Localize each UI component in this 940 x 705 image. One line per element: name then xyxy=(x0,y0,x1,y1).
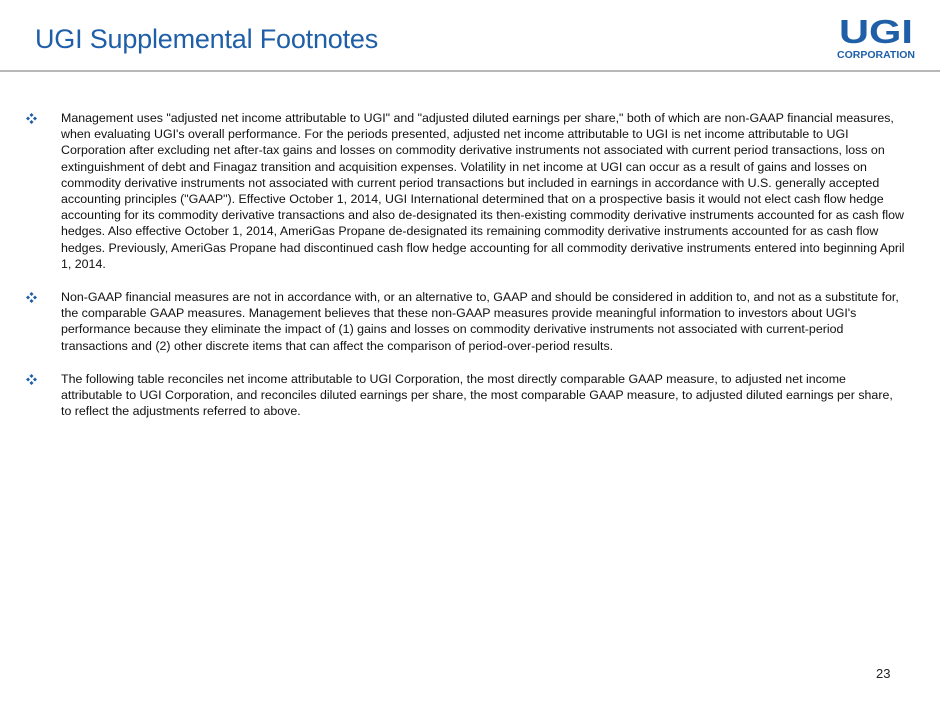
page-title: UGI Supplemental Footnotes xyxy=(35,24,378,54)
logo-wordmark: UGI xyxy=(839,13,913,50)
footnote-list xyxy=(26,110,906,436)
ugi-corporation-logo xyxy=(836,13,916,61)
list-item xyxy=(26,371,906,420)
page-number: 23 xyxy=(876,666,891,681)
footnote-text: Management uses "adjusted net income attributable to UGI" and "adjusted diluted earnings per share," both of which are non-GAAP financial measures, when evaluating UGI's overall performance. For the periods presented, adjusted net income attributable to UGI is net income attributable to UGI Corporation after excluding net after-tax gains and losses on commodity derivative instruments not associated with current period transactions, loss on extinguishment of debt and Finagaz transition and acquisition expenses. Volatility in net income at UGI can occur as a result of gains and losses on commodity derivative instruments not associated with current period transactions but included in earnings in accordance with U.S. generally accepted accounting principles ("GAAP"). Effective October 1, 2014, UGI International determined that on a prospective basis it would not elect cash flow hedge accounting for its commodity derivative transactions and also de-designated its then-existing commodity derivative instruments accounted for as cash flow hedges. Also effective October 1, 2014, AmeriGas Propane de-designated its remaining commodity derivative instruments accounted for as cash flow hedges. Previously, AmeriGas Propane had discontinued cash flow hedge accounting for all commodity derivative instruments entered into beginning April 1, 2014. xyxy=(61,111,905,271)
list-item xyxy=(26,110,906,272)
four-diamond-bullet-icon xyxy=(26,113,37,124)
footnote-text: Non-GAAP financial measures are not in accordance with, or an alternative to, GAAP and should be considered in addition to, and not as a substitute for, the comparable GAAP measures. Management believes that these non-GAAP measures provide meaningful information to investors about UGI's performance because they eliminate the impact of (1) gains and losses on commodity derivative instruments not associated with current-period transactions and (2) other discrete items that can affect the comparison of period-over-period results. xyxy=(61,290,899,353)
footnote-text: The following table reconciles net income attributable to UGI Corporation, the most directly comparable GAAP measure, to adjusted net income attributable to UGI Corporation, and reconciles diluted earnings per share, the most comparable GAAP measure, to adjusted diluted earnings per share, to reflect the adjustments referred to above. xyxy=(61,371,893,419)
header-divider xyxy=(0,70,940,72)
four-diamond-bullet-icon xyxy=(26,374,37,385)
four-diamond-bullet-icon xyxy=(26,292,37,303)
logo-subtitle: CORPORATION xyxy=(837,50,915,61)
list-item xyxy=(26,289,906,354)
